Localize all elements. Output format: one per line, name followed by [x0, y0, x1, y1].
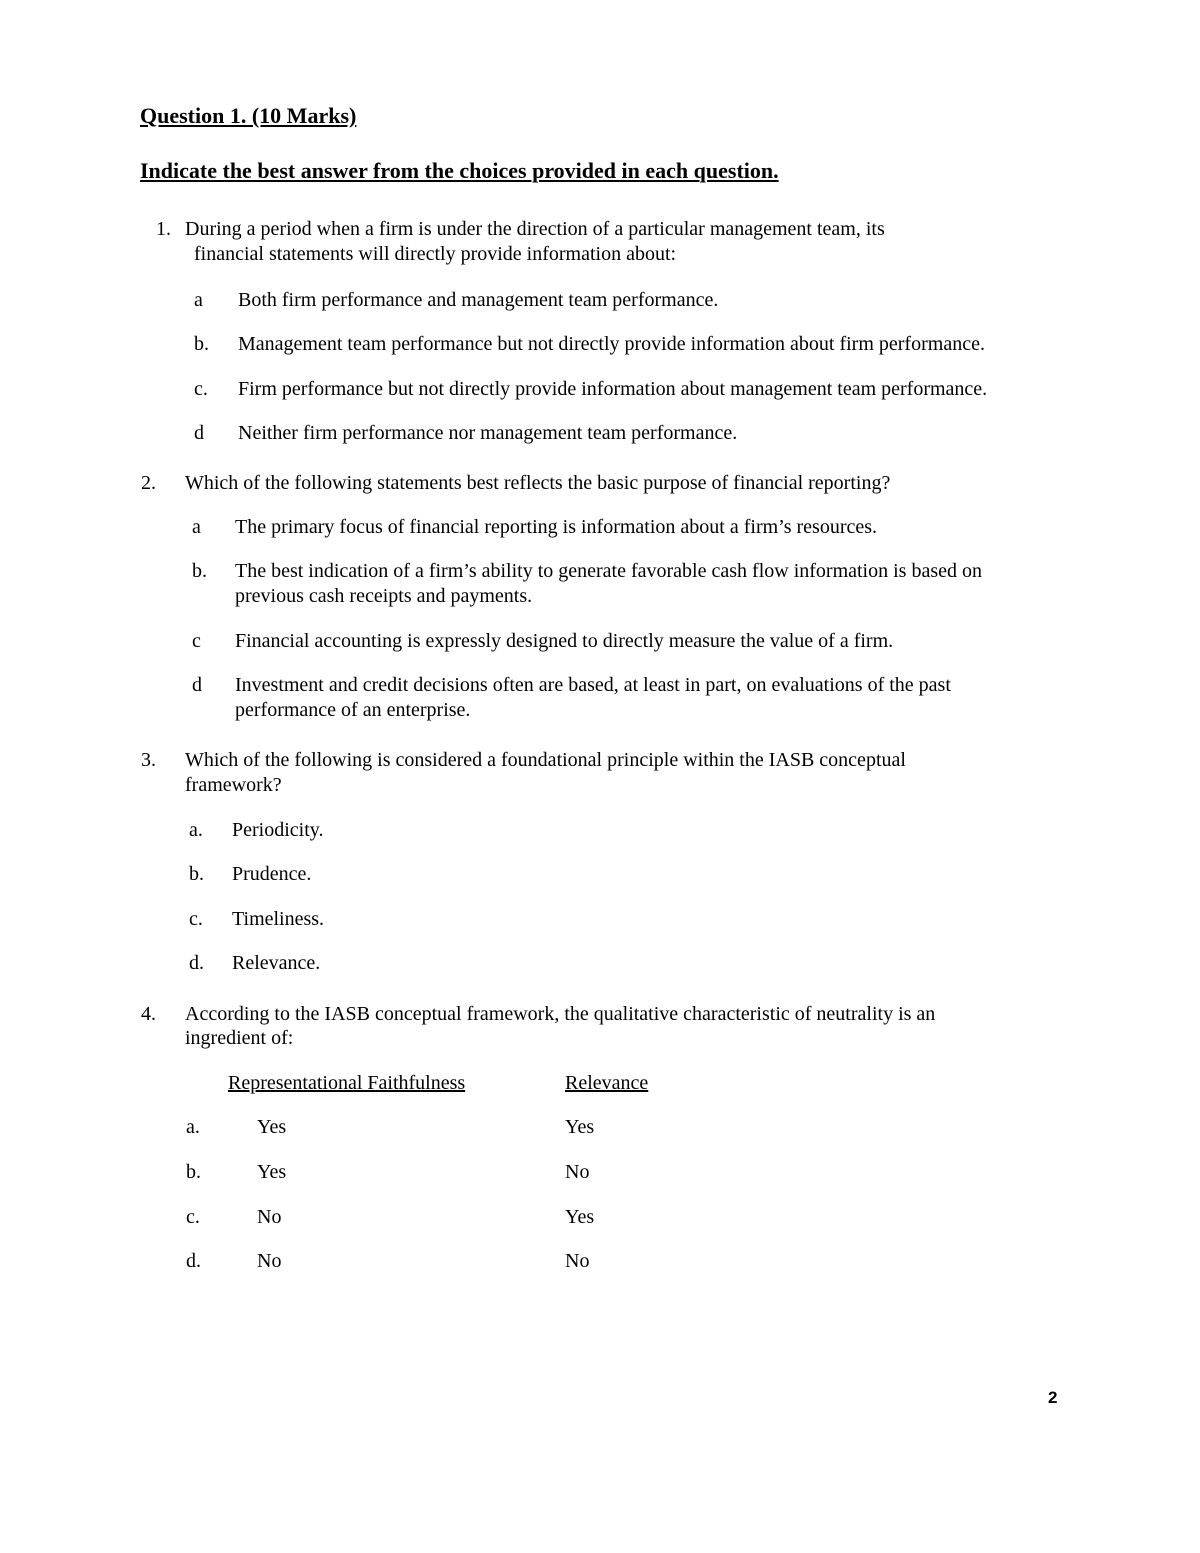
table-cell: No: [565, 1161, 590, 1183]
table-row-label: b.: [186, 1161, 201, 1183]
instruction: Indicate the best answer from the choices provided in each question.: [140, 158, 779, 183]
option-text: Neither firm performance nor management team performance.: [238, 422, 738, 444]
option-text: The primary focus of financial reporting is information about a firm’s resources.: [235, 516, 878, 538]
table-cell: No: [257, 1250, 282, 1272]
option-text: performance of an enterprise.: [235, 699, 471, 721]
option-text: Investment and credit decisions often are based, at least in part, on evaluations of the past: [235, 674, 951, 696]
option-text: Relevance.: [232, 952, 321, 974]
question-text-line: financial statements will directly provide information about:: [194, 243, 677, 265]
option-label: b.: [194, 333, 209, 355]
table-row-label: c.: [186, 1206, 200, 1228]
option-label: a: [192, 516, 201, 538]
table-cell: Yes: [565, 1206, 595, 1228]
question-text-line: ingredient of:: [185, 1027, 294, 1049]
option-text: previous cash receipts and payments.: [235, 585, 533, 607]
option-label: a.: [189, 819, 203, 841]
option-label: d: [194, 422, 204, 444]
option-label: b.: [192, 560, 207, 582]
option-label: c.: [194, 378, 208, 400]
option-text: Both firm performance and management team performance.: [238, 289, 719, 311]
table-header-relevance: Relevance: [565, 1072, 649, 1094]
option-text: Financial accounting is expressly designed to directly measure the value of a firm.: [235, 630, 894, 652]
question-text-line: During a period when a firm is under the direction of a particular management team, its: [185, 218, 885, 240]
table-cell: No: [565, 1250, 590, 1272]
option-text: Timeliness.: [232, 908, 325, 930]
option-label: a: [194, 289, 203, 311]
option-text: Prudence.: [232, 863, 312, 885]
question-text-line: Which of the following statements best reflects the basic purpose of financial reporting?: [185, 472, 891, 494]
table-cell: Yes: [565, 1116, 595, 1138]
option-label: c.: [189, 908, 203, 930]
question-number: 2.: [141, 472, 156, 494]
table-row-label: a.: [186, 1116, 200, 1138]
question-number: 4.: [141, 1003, 156, 1025]
page-number: 2: [1048, 1388, 1058, 1407]
question-text-line: framework?: [185, 774, 282, 796]
question-title: Question 1. (10 Marks): [140, 103, 357, 128]
option-label: d.: [189, 952, 204, 974]
question-number: 3.: [141, 749, 156, 771]
table-cell: Yes: [257, 1116, 287, 1138]
option-text: Periodicity.: [232, 819, 324, 841]
option-label: d: [192, 674, 202, 696]
table-row-label: d.: [186, 1250, 201, 1272]
option-text: Management team performance but not directly provide information about firm performance.: [238, 333, 985, 355]
table-cell: No: [257, 1206, 282, 1228]
option-text: The best indication of a firm’s ability to generate favorable cash flow information is based on: [235, 560, 982, 582]
question-text-line: Which of the following is considered a foundational principle within the IASB conceptual: [185, 749, 906, 771]
option-label: b.: [189, 863, 204, 885]
table-cell: Yes: [257, 1161, 287, 1183]
question-number: 1.: [156, 218, 171, 240]
option-label: c: [192, 630, 201, 652]
question-text-line: According to the IASB conceptual framework, the qualitative characteristic of neutrality is an: [185, 1003, 936, 1025]
option-text: Firm performance but not directly provide information about management team performance.: [238, 378, 988, 400]
table-header-representational-faithfulness: Representational Faithfulness: [228, 1072, 466, 1094]
